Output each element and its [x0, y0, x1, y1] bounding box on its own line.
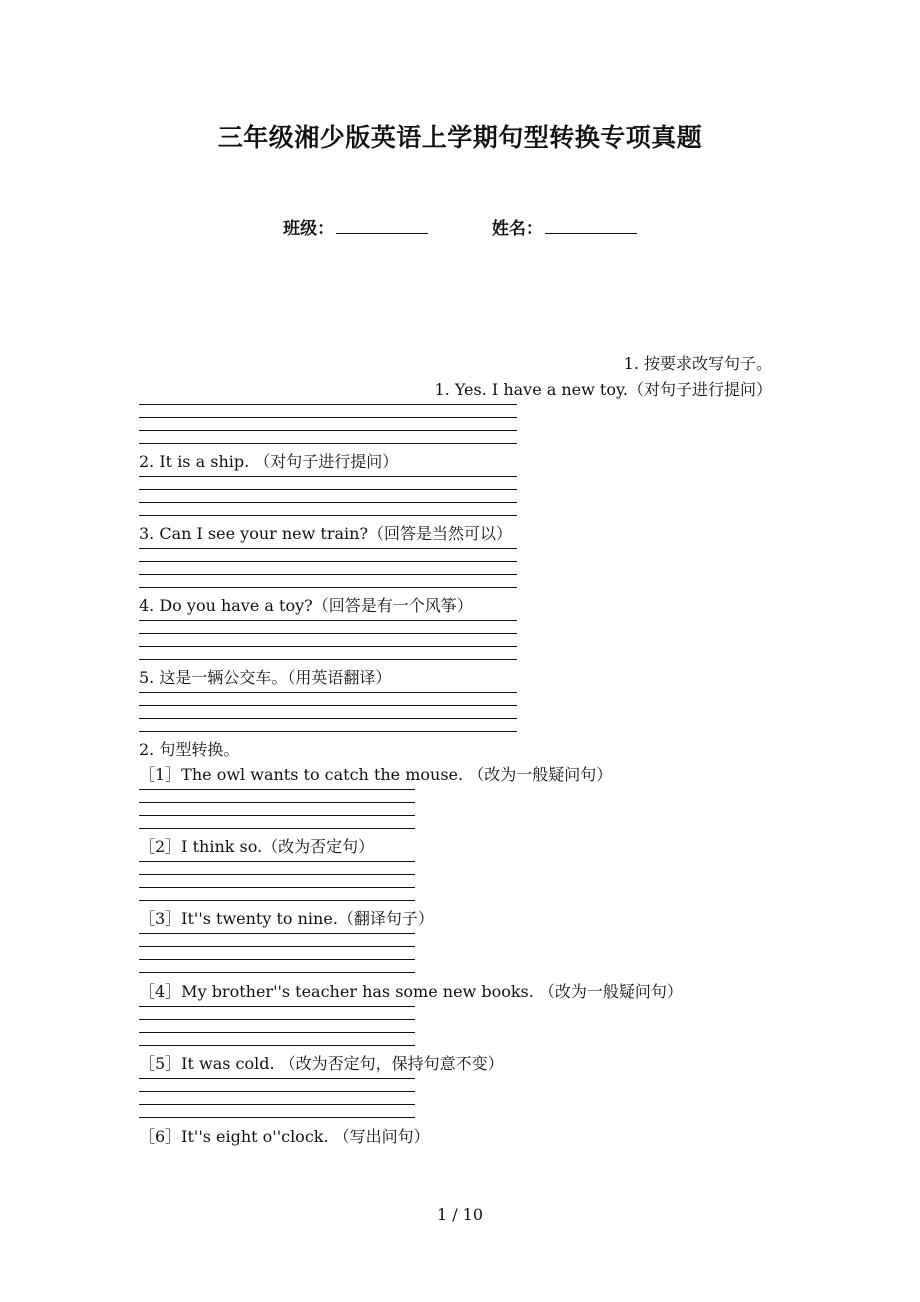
answer-line[interactable] — [139, 802, 415, 803]
answer-line[interactable] — [139, 574, 517, 575]
student-info — [0, 214, 920, 239]
answer-line[interactable] — [139, 417, 517, 418]
section2-heading: 2. 句型转换。 — [139, 740, 240, 759]
answer-line[interactable] — [139, 1091, 415, 1092]
answer-line[interactable] — [139, 1104, 415, 1105]
answer-line[interactable] — [139, 705, 517, 706]
question-2-2: ［2］I think so.（改为否定句） — [139, 837, 375, 856]
answer-line[interactable] — [139, 1006, 415, 1007]
answer-line[interactable] — [139, 489, 517, 490]
question-1-2: 2. It is a ship. （对句子进行提问） — [139, 452, 399, 471]
answer-line[interactable] — [139, 946, 415, 947]
answer-line[interactable] — [139, 972, 415, 973]
answer-line[interactable] — [139, 404, 517, 405]
answer-line[interactable] — [139, 1019, 415, 1020]
answer-line[interactable] — [139, 1117, 415, 1118]
answer-line[interactable] — [139, 633, 517, 634]
answer-line[interactable] — [139, 731, 517, 732]
question-2-5: ［5］It was cold. （改为否定句，保持句意不变） — [139, 1054, 504, 1073]
answer-line[interactable] — [139, 587, 517, 588]
answer-line[interactable] — [139, 900, 415, 901]
answer-line[interactable] — [139, 933, 415, 934]
question-1-1: 1. Yes. I have a new toy.（对句子进行提问） — [434, 380, 772, 399]
question-1-4: 4. Do you have a toy?（回答是有一个风筝） — [139, 596, 473, 615]
answer-line[interactable] — [139, 692, 517, 693]
answer-line[interactable] — [139, 620, 517, 621]
answer-line[interactable] — [139, 1045, 415, 1046]
class-blank[interactable] — [336, 219, 428, 234]
answer-line[interactable] — [139, 561, 517, 562]
answer-line[interactable] — [139, 430, 517, 431]
name-blank[interactable] — [545, 219, 637, 234]
answer-line[interactable] — [139, 861, 415, 862]
answer-line[interactable] — [139, 646, 517, 647]
question-1-5: 5. 这是一辆公交车。（用英语翻译） — [139, 668, 392, 687]
question-2-3: ［3］It''s twenty to nine.（翻译句子） — [139, 909, 434, 928]
question-2-4: ［4］My brother''s teacher has some new books. （改为一般疑问句） — [139, 982, 683, 1001]
answer-line[interactable] — [139, 959, 415, 960]
answer-line[interactable] — [139, 515, 517, 516]
answer-line[interactable] — [139, 718, 517, 719]
answer-line[interactable] — [139, 887, 415, 888]
page-title: 三年级湘少版英语上学期句型转换专项真题 — [217, 123, 703, 152]
answer-line[interactable] — [139, 659, 517, 660]
answer-line[interactable] — [139, 502, 517, 503]
answer-line[interactable] — [139, 874, 415, 875]
name-label: 姓名： — [491, 219, 543, 239]
answer-line[interactable] — [139, 548, 517, 549]
question-1-3: 3. Can I see your new train?（回答是当然可以） — [139, 524, 513, 543]
question-2-6: ［6］It''s eight o''clock. （写出问句） — [139, 1127, 430, 1146]
answer-line[interactable] — [139, 1032, 415, 1033]
question-2-1: ［1］The owl wants to catch the mouse. （改为一般疑问句） — [139, 765, 613, 784]
answer-line[interactable] — [139, 789, 415, 790]
page-number: 1 / 10 — [436, 1205, 484, 1224]
answer-line[interactable] — [139, 815, 415, 816]
answer-line[interactable] — [139, 476, 517, 477]
class-label: 班级： — [283, 219, 335, 239]
answer-line[interactable] — [139, 828, 415, 829]
answer-line[interactable] — [139, 1078, 415, 1079]
answer-line[interactable] — [139, 443, 517, 444]
section1-heading: 1. 按要求改写句子。 — [623, 354, 772, 373]
